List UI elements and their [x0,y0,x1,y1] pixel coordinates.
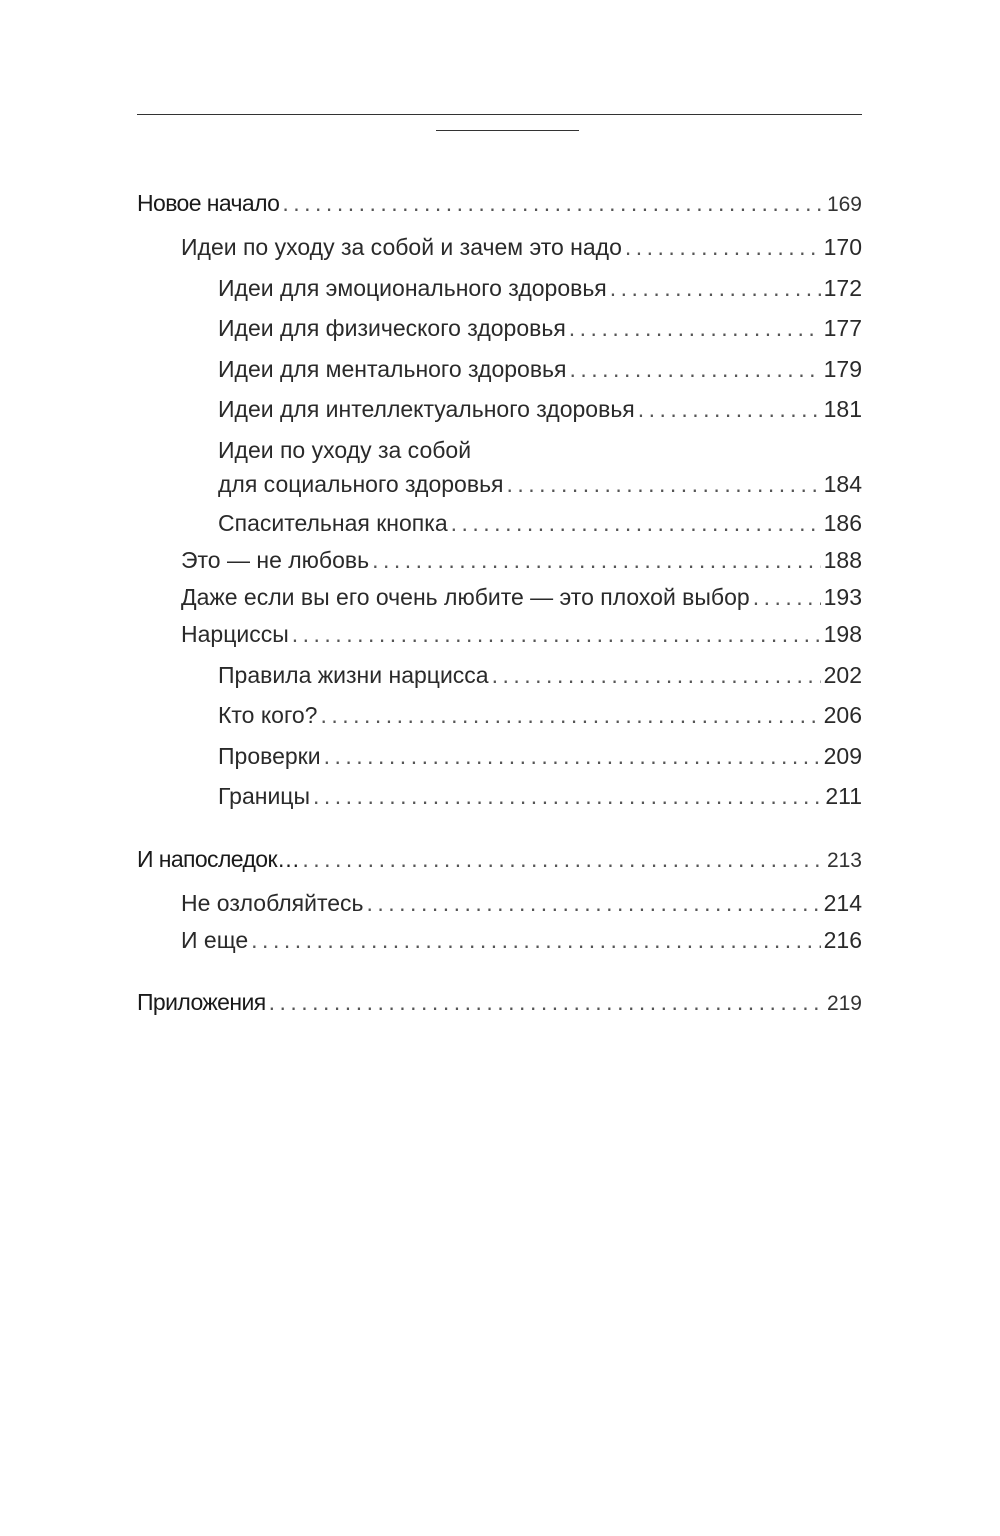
leader-dots [507,467,821,501]
toc-entry-chapter[interactable] [137,617,862,651]
toc-entry-title-line1: Идеи по уходу за собой [218,437,472,463]
leader-dots [313,779,822,813]
toc-entry-title: Проверки [218,743,321,769]
leader-dots [451,506,821,540]
leader-dots [324,739,821,773]
toc-entry-title: Спасительная кнопка [218,510,448,536]
toc-entry-section[interactable] [137,392,862,426]
toc-entry-page: 198 [823,621,862,647]
leader-dots [282,186,824,220]
toc-entry-section[interactable] [137,311,862,345]
toc-entry-chapter[interactable] [137,580,862,614]
leader-dots [625,230,821,264]
toc-entry-title: Даже если вы его очень любите — это плохой выбор [181,584,750,610]
toc-entry-page: 184 [823,471,862,497]
toc-entry-title: Границы [218,783,310,809]
toc-entry-chapter[interactable] [137,230,862,264]
leader-dots [367,886,821,920]
toc-entry-title: для социального здоровья [218,471,504,497]
leader-dots [251,923,820,957]
leader-dots [320,698,820,732]
toc-entry-page: 186 [823,510,862,536]
toc-entry-page: 206 [823,702,862,728]
toc-entry-page: 181 [823,396,862,422]
toc-entry-title: Идеи для интеллектуального здоровья [218,396,635,422]
toc-entry-title: Нарциссы [181,621,289,647]
toc-entry-title: И напоследок… [137,846,300,872]
toc-entry-section[interactable] [137,352,862,386]
leader-dots [570,352,821,386]
toc-entry-title: Новое начало [137,190,280,216]
toc-entry-page: 172 [823,275,862,301]
toc-entry-page: 193 [823,584,862,610]
leader-dots [372,543,821,577]
leader-dots [292,617,821,651]
toc-entry-page: 170 [823,234,862,260]
toc-entry-title: Правила жизни нарцисса [218,662,489,688]
toc-entry-section[interactable] [137,271,862,305]
toc-entry-page: 179 [823,356,862,382]
toc-entry-part[interactable] [137,985,862,1021]
toc-entry-section[interactable] [137,506,862,540]
toc-entry-section[interactable] [137,433,862,501]
toc-entry-title: Это — не любовь [181,547,370,573]
leader-dots [269,985,824,1019]
toc-entry-page: 177 [823,315,862,341]
toc-entry-section[interactable] [137,698,862,732]
leader-dots [753,580,821,614]
toc-entry-chapter[interactable] [137,886,862,920]
toc-entry-chapter[interactable] [137,923,862,957]
toc-entry-title: Не озлобляйтесь [181,890,364,916]
toc-entry-title: Идеи для ментального здоровья [218,356,567,382]
leader-dots [302,842,824,876]
toc-entry-page: 209 [823,743,862,769]
toc-entry-section[interactable] [137,779,862,813]
toc-entry-title: И еще [181,927,249,953]
toc-entry-page: 213 [826,849,862,872]
toc-entry-page: 188 [823,547,862,573]
toc-entry-page: 211 [825,783,862,809]
toc-entry-title: Идеи для физического здоровья [218,315,566,341]
toc-entry-section[interactable] [137,739,862,773]
toc-entry-page: 202 [823,662,862,688]
short-rule [436,130,579,131]
toc-entry-chapter[interactable] [137,543,862,577]
toc-entry-page: 216 [823,927,862,953]
toc-entry-page: 219 [826,992,862,1015]
toc-entry-title: Приложения [137,989,266,1015]
leader-dots [638,392,821,426]
toc-entry-title: Идеи по уходу за собой и зачем это надо [181,234,622,260]
leader-dots [610,271,821,305]
toc-entry-page: 214 [823,890,862,916]
toc-entry-title: Кто кого? [218,702,318,728]
toc-entry-part[interactable] [137,842,862,878]
toc-entry-part[interactable] [137,186,862,222]
top-rule [137,114,862,115]
leader-dots [569,311,821,345]
toc-entry-section[interactable] [137,658,862,692]
toc-entry-title: Идеи для эмоционального здоровья [218,275,607,301]
leader-dots [492,658,821,692]
toc-entry-page: 169 [826,193,862,216]
